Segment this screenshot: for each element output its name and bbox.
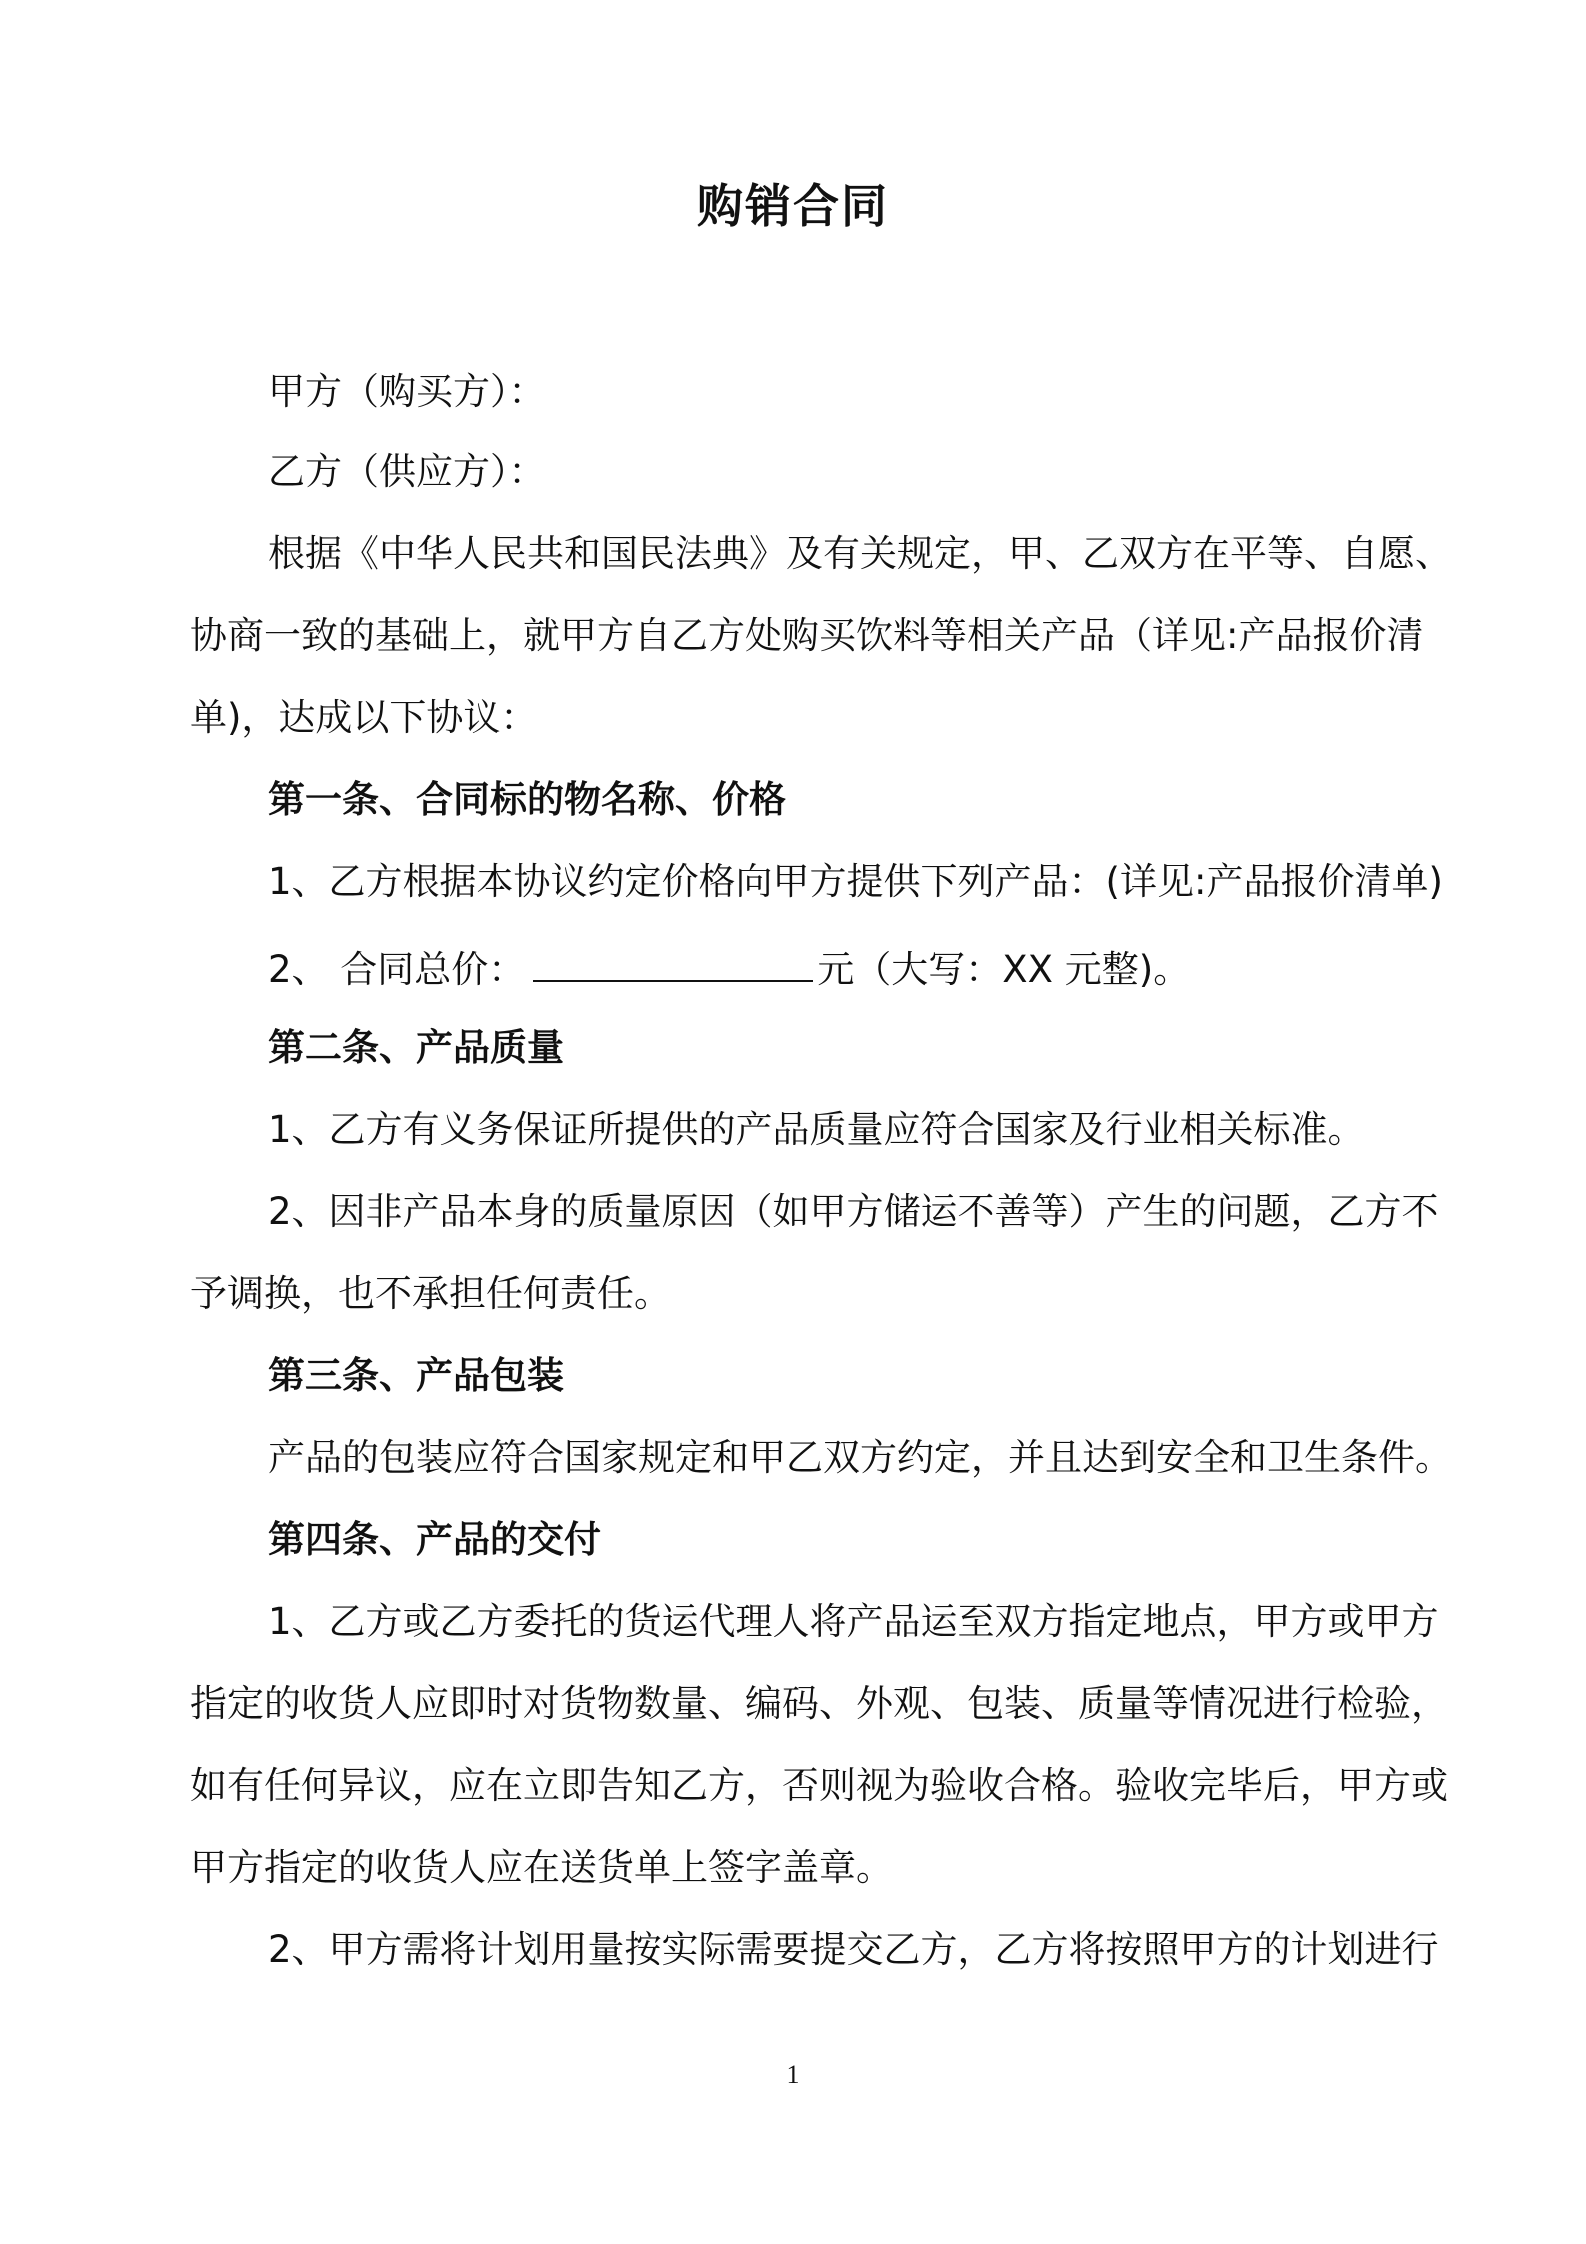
- article3-body: 产品的包装应符合国家规定和甲乙双方约定，并且达到安全和卫生条件。: [268, 1436, 1452, 1479]
- article2-item2-line-2: 予调换，也不承担任何责任。: [190, 1272, 671, 1315]
- preamble-line-2: 协商一致的基础上，就甲方自乙方处购买饮料等相关产品（详见:产品报价清: [190, 614, 1424, 657]
- article2-item2-line-1: 2、因非产品本身的质量原因（如甲方储运不善等）产生的问题，乙方不: [268, 1190, 1439, 1233]
- article4-item1-line-1: 1、乙方或乙方委托的货运代理人将产品运至双方指定地点，甲方或甲方: [268, 1600, 1439, 1643]
- article4-item1-line-4: 甲方指定的收货人应在送货单上签字盖章。: [190, 1846, 893, 1889]
- page-number: 1: [786, 2060, 800, 2089]
- preamble-line-3: 单)，达成以下协议：: [190, 696, 538, 739]
- article1-item1: 1、乙方根据本协议约定价格向甲方提供下列产品：(详见:产品报价清单): [268, 860, 1443, 903]
- article1-item2: [268, 944, 1190, 994]
- total-price-label: 2、 合同总价：: [268, 948, 526, 991]
- article2-item1: 1、乙方有义务保证所提供的产品质量应符合国家及行业相关标准。: [268, 1108, 1365, 1151]
- party-a-line: 甲方（购买方）：: [268, 370, 546, 413]
- article4-item2-line-1: 2、甲方需将计划用量按实际需要提交乙方，乙方将按照甲方的计划进行: [268, 1928, 1439, 1971]
- article4-item1-line-3: 如有任何异议，应在立即告知乙方，否则视为验收合格。验收完毕后，甲方或: [190, 1764, 1448, 1807]
- article4-heading: 第四条、产品的交付: [268, 1518, 601, 1561]
- preamble-line-1: 根据《中华人民共和国民法典》及有关规定，甲、乙双方在平等、自愿、: [268, 532, 1452, 575]
- article3-heading: 第三条、产品包装: [268, 1354, 564, 1397]
- total-price-blank: [533, 944, 813, 982]
- article4-item1-line-2: 指定的收货人应即时对货物数量、编码、外观、包装、质量等情况进行检验，: [190, 1682, 1448, 1725]
- article1-heading: 第一条、合同标的物名称、价格: [268, 778, 786, 821]
- article2-heading: 第二条、产品质量: [268, 1026, 564, 1069]
- party-b-line: 乙方（供应方）：: [268, 450, 546, 493]
- total-price-unit: 元（大写：XX 元整)。: [817, 948, 1191, 991]
- document-title: 购销合同: [697, 179, 889, 233]
